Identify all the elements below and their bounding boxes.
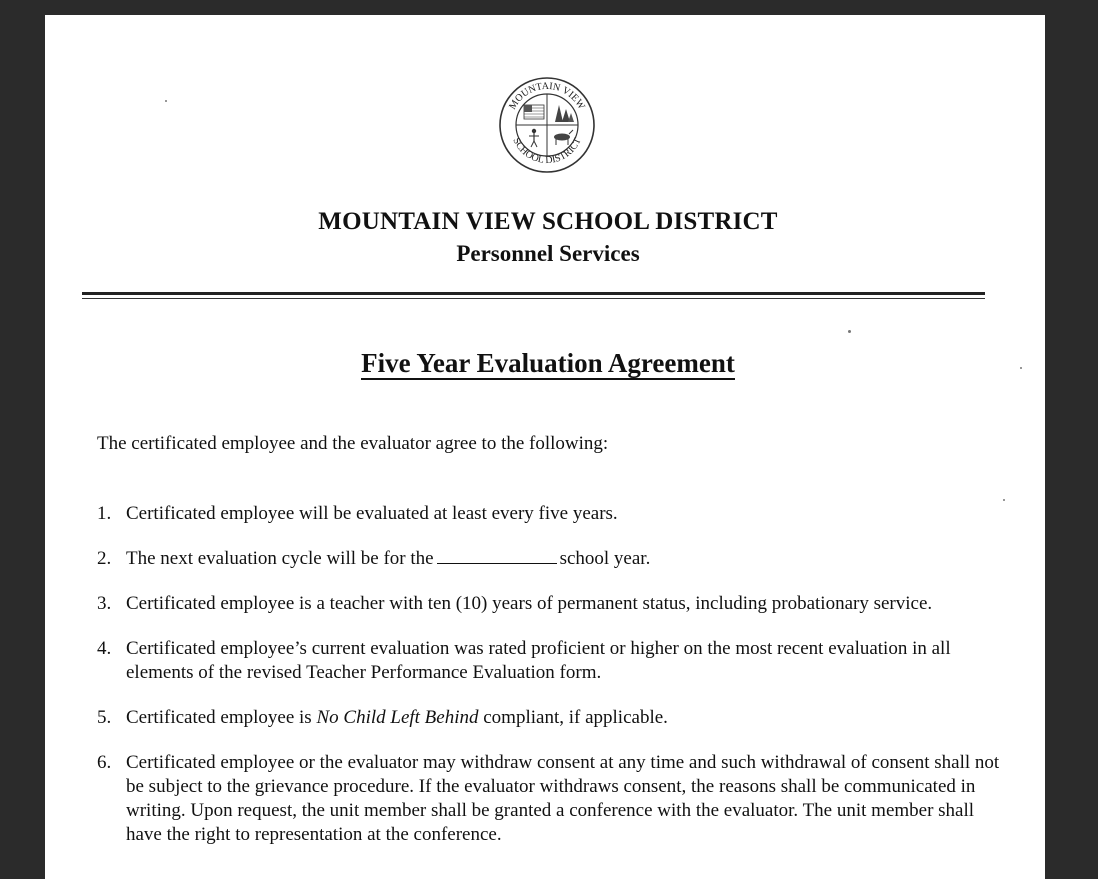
department-name: Personnel Services xyxy=(456,241,640,266)
document-page xyxy=(45,15,1045,879)
list-item: 3. Certificated employee is a teacher with ten (10) years of permanent status, including probationary service. xyxy=(97,593,933,614)
header-divider-thin xyxy=(82,298,985,299)
list-item: 6. Certificated employee or the evaluator may withdraw consent at any time and such withdrawal of consent shall not be subject to the grievance procedure. If the evaluator withdraws consent, the reasons shall be communicated in writing. Upon request, the unit member shall be granted a conference with the evaluator. The unit member shall have the right to representation at the conference. xyxy=(97,752,1000,845)
district-seal xyxy=(497,75,597,175)
intro-text: The certificated employee and the evaluator agree to the following: xyxy=(97,433,609,454)
seal-bottom-text: SCHOOL DISTRICT xyxy=(510,136,584,167)
header-divider-thick xyxy=(82,292,985,295)
school-year-blank[interactable] xyxy=(437,549,557,564)
list-item: 5. Certificated employee is No Child Left Behind compliant, if applicable. xyxy=(97,707,668,728)
organization-name: MOUNTAIN VIEW SCHOOL DISTRICT xyxy=(318,208,778,235)
scan-speck xyxy=(165,100,167,102)
scan-speck xyxy=(848,330,851,333)
list-item: 4. Certificated employee’s current evaluation was rated proficient or higher on the most recent evaluation in all elements of the revised Teacher Performance Evaluation form. xyxy=(97,638,951,683)
list-item: 1. Certificated employee will be evaluated at least every five years. xyxy=(97,503,618,524)
scan-speck xyxy=(1003,499,1005,501)
list-item: 2. The next evaluation cycle will be for the school year. xyxy=(97,548,651,569)
seal-top-text: MOUNTAIN VIEW xyxy=(507,80,587,112)
document-title: Five Year Evaluation Agreement xyxy=(361,348,735,378)
